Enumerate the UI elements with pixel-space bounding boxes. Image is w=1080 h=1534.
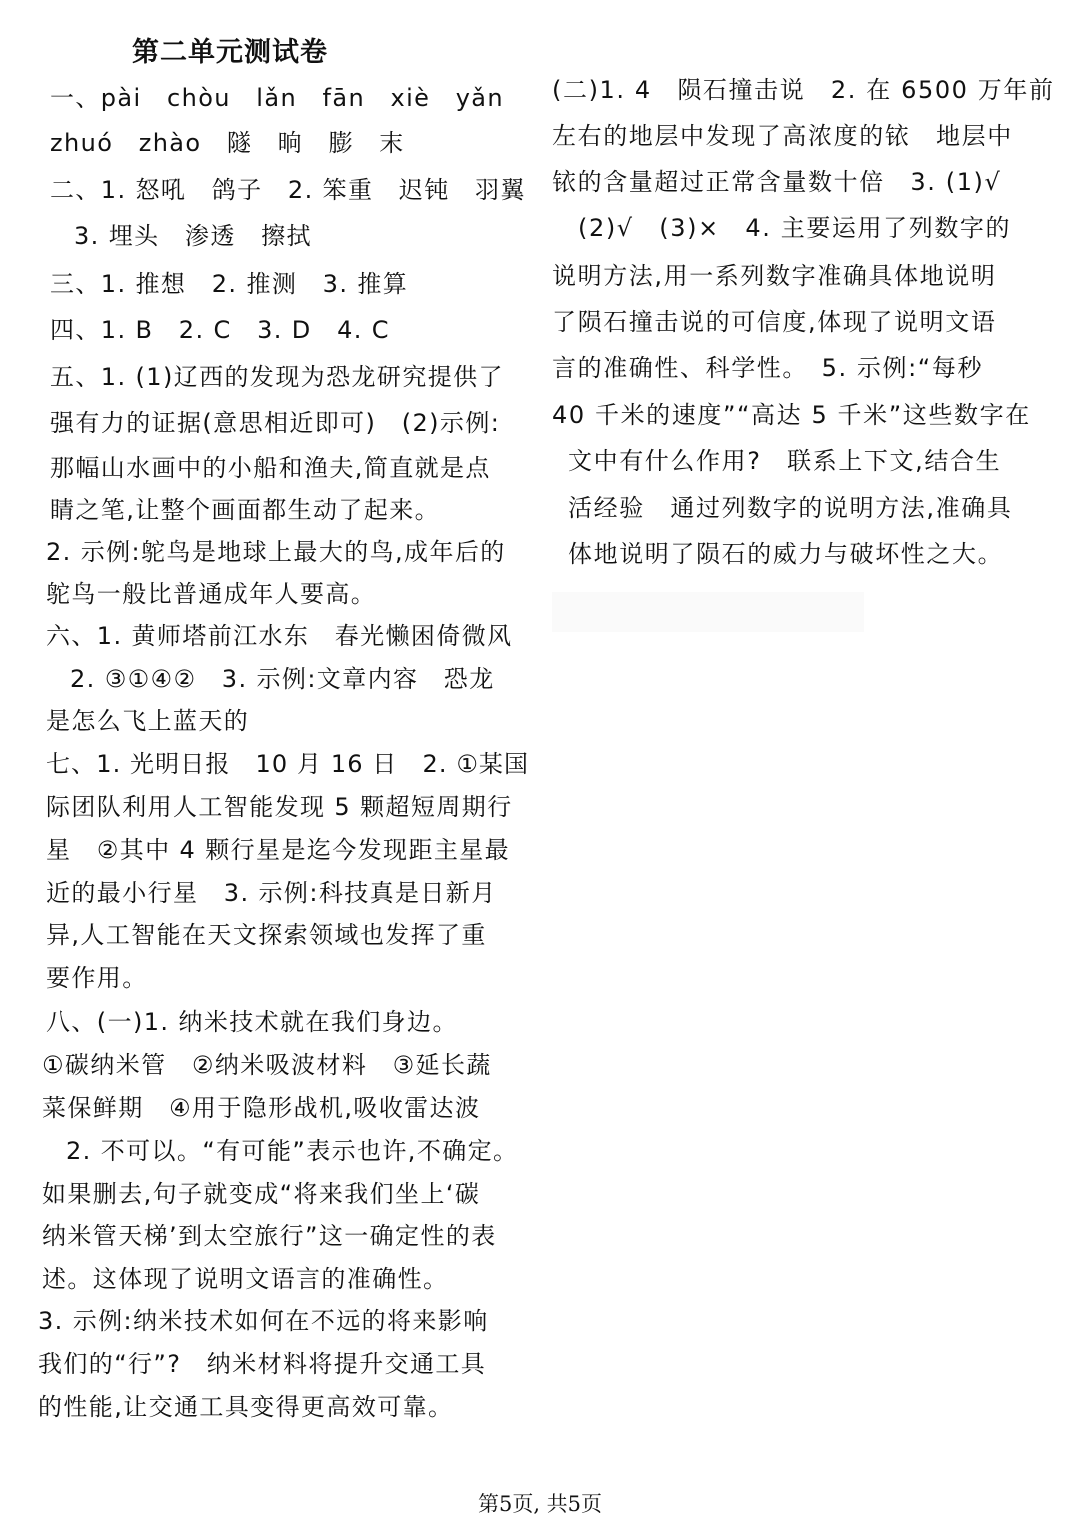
answer-line: 2. ③①④② 3. 示例:文章内容 恐龙 (70, 665, 495, 693)
answer-line: 的性能,让交通工具变得更高效可靠。 (38, 1393, 454, 1421)
answer-line: 八、(一)1. 纳米技术就在我们身边。 (46, 1008, 458, 1036)
answer-line: 纳米管天梯’到太空旅行”这一确定性的表 (42, 1222, 497, 1250)
answer-line: 是怎么飞上蓝天的 (46, 707, 250, 735)
scan-artifact (552, 592, 864, 632)
answer-line: (二)1. 4 陨石撞击说 2. 在 6500 万年前 (552, 76, 1055, 104)
answer-line: 活经验 通过列数字的说明方法,准确具 (568, 494, 1013, 522)
answer-line: 我们的“行”? 纳米材料将提升交通工具 (38, 1350, 487, 1378)
answer-line: 鸵鸟一般比普通成年人要高。 (46, 580, 377, 608)
answer-line: 2. 不可以。“有可能”表示也许,不确定。 (66, 1137, 519, 1165)
answer-line: 左右的地层中发现了高浓度的铱 地层中 (552, 122, 1013, 150)
answer-line: 菜保鲜期 ④用于隐形战机,吸收雷达波 (42, 1094, 481, 1122)
answer-line: 异,人工智能在天文探索领域也发挥了重 (46, 921, 487, 949)
page-number-footer: 第5页, 共5页 (477, 1492, 603, 1516)
answer-line: 3. 埋头 渗透 擦拭 (74, 222, 312, 250)
answer-line: 一、pài chòu lǎn fān xiè yǎn (50, 84, 505, 112)
answer-line: 强有力的证据(意思相近即可) (2)示例: (50, 409, 501, 437)
answer-line: 了陨石撞击说的可信度,体现了说明文语 (552, 308, 997, 336)
answer-line: 二、1. 怒吼 鸽子 2. 笨重 迟钝 羽翼 (50, 176, 526, 204)
answer-line: 3. 示例:纳米技术如何在不远的将来影响 (38, 1307, 489, 1335)
answer-line: 睛之笔,让整个画面都生动了起来。 (50, 496, 441, 524)
answer-line: 要作用。 (46, 964, 148, 992)
answer-line: zhuó zhào 隧 晌 膨 末 (50, 129, 405, 157)
answer-line: 那幅山水画中的小船和渔夫,简直就是点 (50, 454, 491, 482)
answer-line: 体地说明了陨石的威力与破坏性之大。 (568, 540, 1004, 568)
answer-line: 2. 示例:鸵鸟是地球上最大的鸟,成年后的 (46, 538, 506, 566)
answer-line: 述。这体现了说明文语言的准确性。 (42, 1265, 449, 1293)
answer-line: 际团队利用人工智能发现 5 颗超短周期行 (46, 793, 513, 821)
answer-line: 五、1. (1)辽西的发现为恐龙研究提供了 (50, 363, 504, 391)
answer-line: 40 千米的速度”“高达 5 千米”这些数字在 (552, 401, 1031, 429)
answer-line: 七、1. 光明日报 10 月 16 日 2. ①某国 (46, 750, 530, 778)
answer-line: ①碳纳米管 ②纳米吸波材料 ③延长蔬 (42, 1051, 492, 1079)
page-title: 第二单元测试卷 (132, 37, 328, 68)
answer-line: 四、1. B 2. C 3. D 4. C (50, 316, 390, 344)
answer-line: 铱的含量超过正常含量数十倍 3. (1)√ (552, 168, 1002, 196)
answer-line: 说明方法,用一系列数字准确具体地说明 (552, 262, 997, 290)
answer-line: 星 ②其中 4 颗行星是迄今发现距主星最 (46, 836, 511, 864)
answer-line: 三、1. 推想 2. 推测 3. 推算 (50, 270, 409, 298)
answer-line: 六、1. 黄师塔前江水东 春光懒困倚微风 (46, 622, 513, 650)
answer-line: 近的最小行星 3. 示例:科技真是日新月 (46, 879, 497, 907)
answer-line: 言的准确性、科学性。 5. 示例:“每秒 (552, 354, 984, 382)
answer-line: 文中有什么作用? 联系上下文,结合生 (568, 447, 1002, 475)
answer-line: 如果删去,句子就变成“将来我们坐上‘碳 (42, 1180, 481, 1208)
answer-line: (2)√ (3)× 4. 主要运用了列数字的 (578, 214, 1012, 242)
